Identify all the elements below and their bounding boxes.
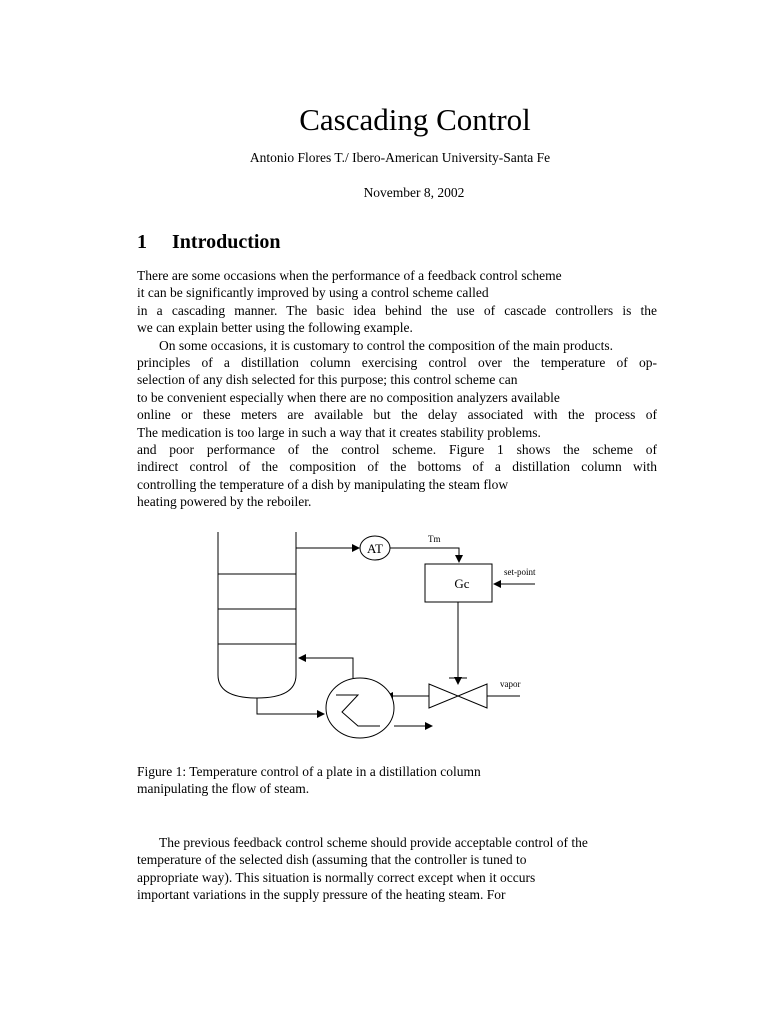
section-heading xyxy=(137,229,281,255)
section-title: Introduction xyxy=(172,231,281,253)
text-line: heating powered by the reboiler. xyxy=(137,494,312,510)
setpoint-label: set-point xyxy=(504,567,536,577)
temperature-transmitter xyxy=(360,536,390,560)
reboiler xyxy=(326,678,394,738)
text-line: principles of a distillation column exercising control over the temperature of op- xyxy=(137,354,657,370)
text-line: selection of any dish selected for this purpose; this control scheme can xyxy=(137,372,518,388)
controller-block xyxy=(425,564,492,602)
text-line: appropriate way). This situation is normally correct except when it occurs xyxy=(137,869,536,885)
figure-caption xyxy=(137,763,557,798)
text-line: controlling the temperature of a dish by manipulating the steam flow xyxy=(137,476,509,492)
text-line: important variations in the supply pressure of the heating steam. For xyxy=(137,887,506,903)
tm-signal-line xyxy=(390,548,459,562)
text-line: indirect control of the composition of the bottoms of a distillation column with xyxy=(137,459,657,475)
text-line: and poor performance of the control scheme. Figure 1 shows the scheme of xyxy=(137,441,657,457)
following-paragraph xyxy=(137,834,657,904)
text-line: The previous feedback control scheme should provide acceptable control of the xyxy=(159,835,588,850)
caption-line: manipulating the flow of steam. xyxy=(137,781,310,797)
at-label: AT xyxy=(367,541,383,556)
tm-label: Tm xyxy=(428,534,441,544)
author-line: Antonio Flores T./ Ibero-American University-Santa Fe xyxy=(249,150,551,165)
text-line: On some occasions, it is customary to control the composition of the main products. xyxy=(159,337,614,353)
distillation-column xyxy=(218,532,296,698)
vapor-label: vapor xyxy=(500,679,521,689)
control-valve xyxy=(429,684,487,708)
text-line: we can explain better using the following example. xyxy=(137,320,413,336)
section-number: 1 xyxy=(137,231,147,253)
date-line: November 8, 2002 xyxy=(363,185,465,200)
text-line: it can be significantly improved by using a control scheme called xyxy=(137,285,489,301)
text-line: in a cascading manner. The basic idea behind the use of cascade controllers is the xyxy=(137,302,657,318)
paper-title: Cascading Control xyxy=(299,102,531,137)
text-line: The medication is too large in such a way that it creates stability problems. xyxy=(137,424,541,440)
text-line: There are some occasions when the performance of a feedback control scheme xyxy=(137,268,562,283)
bottoms-line xyxy=(257,698,324,714)
distillation-control-figure xyxy=(200,525,560,770)
gc-label: Gc xyxy=(454,576,470,591)
text-line: online or these meters are available but the delay associated with the process of xyxy=(137,407,657,423)
intro-paragraphs xyxy=(137,267,657,510)
vapor-return-line xyxy=(299,658,353,678)
caption-line: Figure 1: Temperature control of a plate in a distillation column xyxy=(137,764,481,779)
text-line: temperature of the selected dish (assuming that the controller is tuned to xyxy=(137,852,527,868)
text-line: to be convenient especially when there are no composition analyzers available xyxy=(137,389,560,405)
